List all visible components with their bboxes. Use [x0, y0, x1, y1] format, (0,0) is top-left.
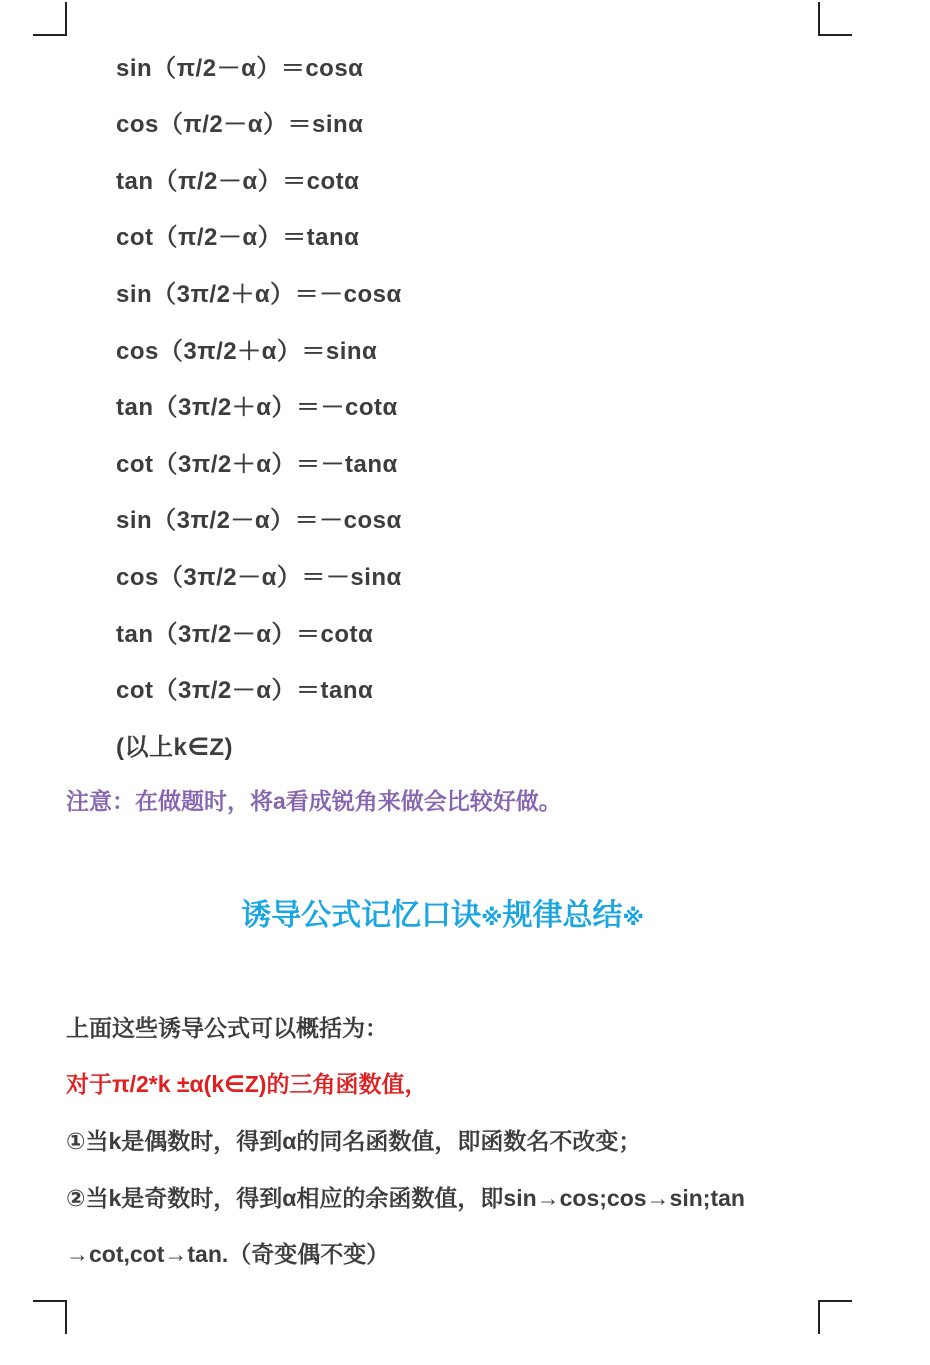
formula-scope-note: (以上k∈Z): [116, 734, 234, 761]
note-text: 注意：在做题时，将a看成锐角来做会比较好做。: [66, 788, 562, 814]
formula-line: cos（π/2－α）＝sinα: [116, 111, 364, 138]
crop-mark-top-left: [33, 2, 67, 36]
star-icon: ※: [622, 905, 644, 930]
summary-highlight: 对于π/2*k ±α(k∈Z)的三角函数值，: [66, 1071, 428, 1097]
formula-line: sin（3π/2－α）＝－cosα: [116, 507, 402, 534]
summary-rule-odd-continued: →cot,cot→tan.（奇变偶不变）: [66, 1241, 390, 1267]
formula-line: cot（π/2－α）＝tanα: [116, 224, 360, 251]
formula-line: cot（3π/2＋α）＝－tanα: [116, 451, 398, 478]
formula-line: cos（3π/2－α）＝－sinα: [116, 564, 402, 591]
summary-rule-even: ①当k是偶数时，得到α的同名函数值，即函数名不改变；: [66, 1128, 642, 1154]
crop-mark-bottom-right: [818, 1300, 852, 1334]
formula-line: tan（3π/2－α）＝cotα: [116, 621, 374, 648]
formula-line: tan（3π/2＋α）＝－cotα: [116, 394, 398, 421]
formula-line: cot（3π/2－α）＝tanα: [116, 677, 374, 704]
star-icon: ※: [481, 905, 503, 930]
formula-line: tan（π/2－α）＝cotα: [116, 168, 360, 195]
formula-line: cos（3π/2＋α）＝sinα: [116, 338, 378, 365]
summary-intro: 上面这些诱导公式可以概括为：: [66, 1015, 388, 1041]
heading-text: 诱导公式记忆口诀: [241, 899, 482, 932]
crop-mark-bottom-left: [33, 1300, 67, 1334]
formula-line: sin（3π/2＋α）＝－cosα: [116, 281, 402, 308]
formula-line: sin（π/2－α）＝cosα: [116, 55, 364, 82]
heading-text-2: 规律总结: [502, 899, 623, 932]
summary-rule-odd: ②当k是奇数时，得到α相应的余函数值，即sin→cos;cos→sin;tan: [66, 1185, 745, 1211]
section-heading: [0, 890, 885, 934]
crop-mark-top-right: [818, 2, 852, 36]
